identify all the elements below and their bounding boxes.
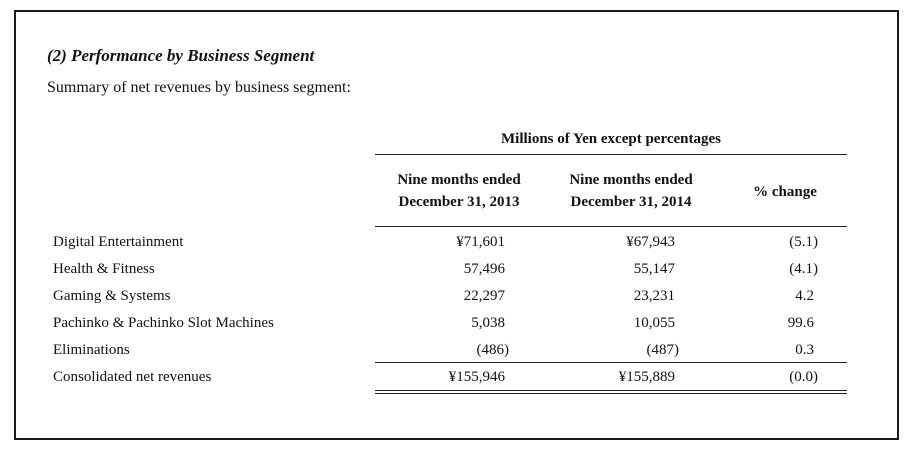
group-header-rule	[375, 154, 847, 155]
total-double-rule-top	[375, 390, 847, 391]
row-change: (4.1)	[789, 261, 818, 277]
column-header-2013-line1: Nine months ended	[397, 172, 521, 188]
row-value-2014: (487)	[646, 342, 679, 358]
row-value-2013: 57,496	[463, 261, 505, 277]
total-double-rule-bottom	[375, 393, 847, 394]
row-value-2014: ¥67,943	[626, 234, 675, 250]
section-title: (2) Performance by Business Segment	[47, 46, 315, 65]
row-change: 0.3	[795, 342, 814, 358]
row-label: Gaming & Systems	[53, 288, 171, 304]
row-label: Digital Entertainment	[53, 234, 184, 250]
row-value-2014: 23,231	[633, 288, 675, 304]
column-header-rule	[375, 226, 847, 227]
row-change: (0.0)	[789, 369, 818, 385]
row-value-2013: 5,038	[471, 315, 505, 331]
column-header-2014	[547, 169, 715, 213]
row-change: (5.1)	[789, 234, 818, 250]
subtotal-rule	[375, 362, 847, 363]
row-label: Pachinko & Pachinko Slot Machines	[53, 315, 274, 331]
section-subtitle: Summary of net revenues by business segment:	[47, 79, 351, 96]
row-label: Health & Fitness	[53, 261, 155, 277]
column-header-change-line1: % change	[753, 184, 817, 200]
row-value-2014: 55,147	[633, 261, 675, 277]
row-value-2013: ¥71,601	[456, 234, 505, 250]
column-header-2014-line1: Nine months ended	[569, 172, 693, 188]
row-label: Consolidated net revenues	[53, 369, 212, 385]
row-label: Eliminations	[53, 342, 130, 358]
column-header-2013	[375, 169, 543, 213]
row-value-2013: ¥155,946	[448, 369, 505, 385]
row-change: 4.2	[795, 288, 814, 304]
row-change: 99.6	[787, 315, 814, 331]
row-value-2013: 22,297	[463, 288, 505, 304]
column-header-2013-line2: December 31, 2013	[398, 194, 520, 210]
column-header-2014-line2: December 31, 2014	[570, 194, 692, 210]
row-value-2013: (486)	[476, 342, 509, 358]
table-group-header: Millions of Yen except percentages	[501, 131, 721, 147]
row-value-2014: ¥155,889	[618, 369, 675, 385]
row-value-2014: 10,055	[633, 315, 675, 331]
column-header-change	[730, 181, 840, 203]
